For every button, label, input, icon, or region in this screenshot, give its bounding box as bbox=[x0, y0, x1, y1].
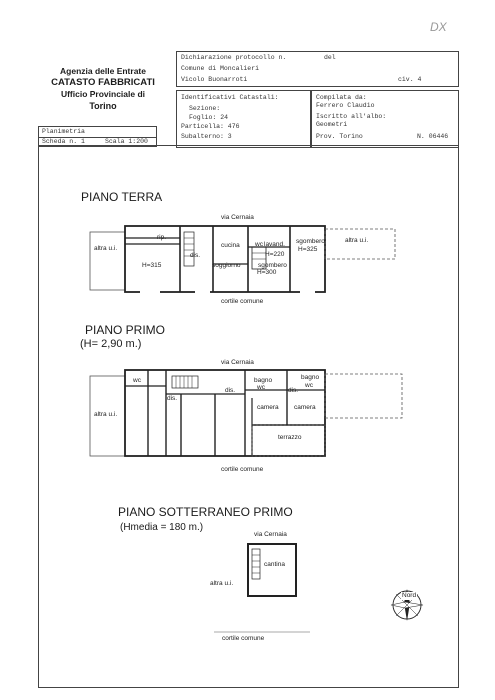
agency-line3: Ufficio Provinciale di bbox=[60, 89, 146, 99]
terra-cucina: cucina bbox=[221, 242, 240, 249]
agency-line2: CATASTO FABBRICATI bbox=[51, 77, 155, 88]
sott-courtyard: cortile comune bbox=[222, 635, 265, 642]
primo-dis2: dis. bbox=[225, 387, 236, 394]
sott-altra: altra u.i. bbox=[210, 580, 234, 587]
piano-primo-subtitle: (H= 2,90 m.) bbox=[80, 338, 142, 350]
neighbor-right-primo bbox=[325, 374, 402, 418]
primo-dis1: dis. bbox=[167, 395, 178, 402]
terra-dis: dis. bbox=[190, 252, 201, 259]
protocol-label: Dichiarazione protocollo n. bbox=[181, 54, 287, 61]
primo-wc3: wc bbox=[305, 382, 313, 389]
primo-street: via Cernaia bbox=[221, 359, 254, 366]
terra-courtyard: cortile comune bbox=[221, 298, 264, 305]
piano-terra-title: PIANO TERRA bbox=[81, 190, 163, 204]
agency-line4: Torino bbox=[89, 101, 117, 111]
corner-mark: DX bbox=[430, 20, 447, 34]
terra-h220: H=220 bbox=[265, 251, 285, 258]
scheda-label: Scheda n. 1 bbox=[42, 138, 85, 145]
primo-bagno2: bagno bbox=[301, 374, 320, 381]
planimetria-label: Planimetria bbox=[42, 128, 85, 135]
comune-text: Comune di Moncalieri bbox=[181, 65, 260, 72]
primo-wc2: wc bbox=[257, 384, 265, 391]
terra-h325: H=325 bbox=[298, 246, 318, 253]
terra-soggiorno: soggiorno bbox=[212, 262, 241, 269]
stair-terra bbox=[184, 232, 194, 266]
terra-street: via Cernaia bbox=[221, 214, 254, 221]
civico-text: civ. 4 bbox=[398, 76, 422, 83]
primo-courtyard: cortile comune bbox=[221, 466, 264, 473]
scala-label: Scala 1:200 bbox=[105, 138, 148, 145]
piano-sotterraneo-title: PIANO SOTTERRANEO PRIMO bbox=[118, 505, 293, 519]
albo-text: Geometri bbox=[316, 121, 348, 128]
cantina-outline bbox=[248, 544, 296, 596]
north-label: Nord bbox=[402, 592, 417, 599]
primo-camera1: camera bbox=[257, 404, 279, 411]
prov-text: Prov. Torino bbox=[316, 133, 363, 140]
terra-sgombero: sgombero bbox=[258, 262, 287, 269]
primo-altra: altra u.i. bbox=[94, 411, 118, 418]
iscritto-label: Iscritto all'albo: bbox=[316, 113, 387, 120]
terra-wc: wc bbox=[255, 241, 263, 248]
primo-outline bbox=[125, 370, 325, 456]
primo-dis3: dis. bbox=[288, 387, 299, 394]
via-text: Vicolo Buonarroti bbox=[181, 76, 248, 83]
primo-wc1: wc bbox=[133, 377, 141, 384]
terra-outline bbox=[125, 226, 325, 292]
identificativi-title: Identificativi Catastali: bbox=[181, 94, 279, 101]
numero-text: N. 06446 bbox=[417, 133, 449, 140]
terra-h300: H=300 bbox=[257, 269, 277, 276]
terra-lavand: lavand. bbox=[264, 241, 285, 248]
terra-sgombero2: sgombero bbox=[296, 238, 325, 245]
plan-terra bbox=[90, 226, 395, 292]
neighbor-left-terra bbox=[90, 232, 125, 290]
plan-sotterraneo bbox=[214, 544, 310, 632]
primo-terrazzo: terrazzo bbox=[278, 434, 302, 441]
terra-h315: H=315 bbox=[142, 262, 162, 269]
particella-text: Particella: 476 bbox=[181, 123, 240, 130]
compilata-title: Compilata da: bbox=[316, 94, 367, 101]
terra-altra-left: altra u.i. bbox=[94, 245, 118, 252]
primo-camera2: camera bbox=[294, 404, 316, 411]
sezione-text: Sezione: bbox=[189, 105, 221, 112]
primo-bagno1: bagno bbox=[254, 377, 273, 384]
piano-sotterraneo-subtitle: (Hmedia = 180 m.) bbox=[120, 522, 204, 533]
terra-rip: rip. bbox=[157, 234, 167, 241]
terra-altra-right: altra u.i. bbox=[345, 237, 369, 244]
sott-street: via Cernaia bbox=[254, 531, 287, 538]
stair-cantina bbox=[252, 549, 260, 579]
piano-primo-title: PIANO PRIMO bbox=[85, 323, 166, 337]
del-label: del bbox=[324, 54, 336, 61]
compilata-name: Ferrero Claudio bbox=[316, 102, 375, 109]
foglio-text: Foglio: 24 bbox=[189, 114, 229, 121]
sott-cantina: cantina bbox=[264, 561, 285, 568]
subalterno-text: Subalterno: 3 bbox=[181, 133, 232, 140]
agency-line1: Agenzia delle Entrate bbox=[60, 66, 146, 76]
